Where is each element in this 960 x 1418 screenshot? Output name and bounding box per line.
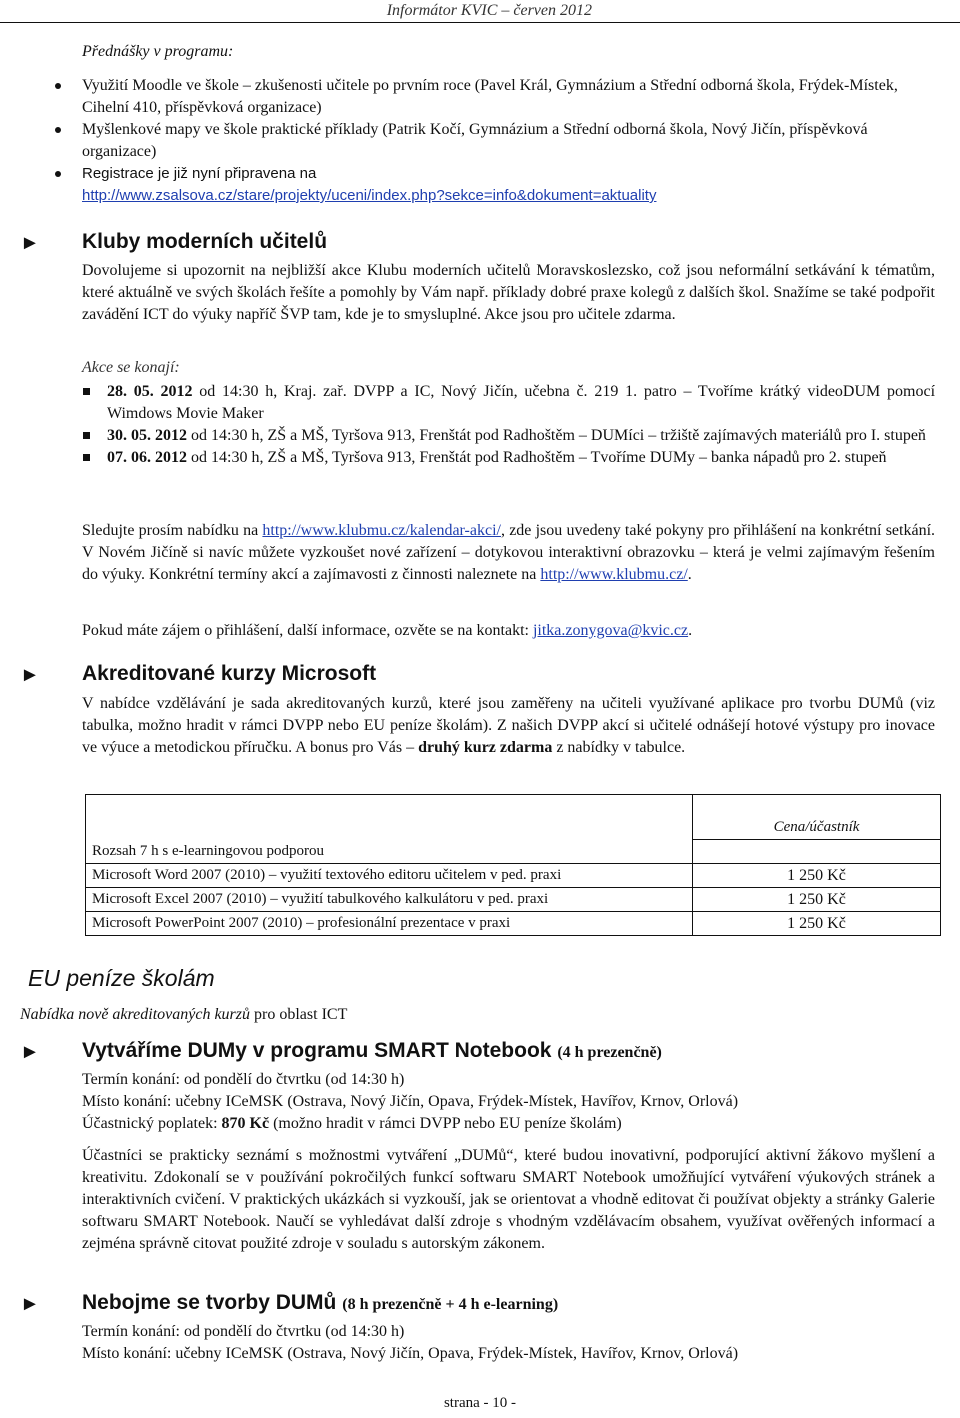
section-title-dumy: Vytváříme DUMy v programu SMART Notebook (4 h prezenčně) [82, 1039, 662, 1062]
course-name: Microsoft Excel 2007 (2010) – využití tabulkového kalkulátoru v ped. praxi [86, 887, 693, 911]
arrow-bullet-icon: ► [20, 664, 40, 686]
microsoft-paragraph: V nabídce vzdělávání je sada akreditovaných kurzů, které jsou zaměřeny na učiteli využívané aplikace pro tvorbu DUMů (viz tabulka, možno hradit v rámci DVPP nebo EU peníze školám). Z našich DVPP akcí si učitelé odnášejí hotové výstupy pro inovace ve výuce a metodickou příručku. A bonus pro Vás – druhý kurz zdarma z nabídky v tabulce. [82, 695, 935, 756]
eu-title: EU peníze školám [28, 965, 215, 991]
list-item: 07. 06. 2012 od 14:30 h, ZŠ a MŠ, Tyršova 913, Frenštát pod Radhoštěm – Tvoříme DUMy – banka nápadů pro 2. stupeň [107, 447, 935, 469]
contact-email-link[interactable]: jitka.zonygova@kvic.cz [532, 622, 689, 639]
square-bullet-icon [83, 432, 90, 439]
header-rule [0, 22, 960, 23]
courses-table [85, 794, 941, 936]
bullet-icon [55, 171, 61, 177]
table-header-row [86, 795, 941, 840]
arrow-bullet-icon: ► [20, 232, 40, 254]
page-number: strana - 10 - [443, 1395, 517, 1411]
section-title-kluby: Kluby moderních učitelů [82, 230, 328, 253]
course-price: 1 250 Kč [693, 863, 941, 887]
page-header-title: Informátor KVIC – červen 2012 [386, 2, 592, 19]
eu-subtitle: Nabídka nově akreditovaných kurzů pro oblast ICT [20, 1006, 348, 1023]
course-name: Microsoft PowerPoint 2007 (2010) – profesionální prezentace v praxi [86, 911, 693, 935]
square-bullet-icon [83, 388, 90, 395]
square-bullet-icon [83, 454, 90, 461]
table-group-label: Rozsah 7 h s e-learningovou podporou [86, 840, 693, 864]
klubmu-link[interactable]: http://www.klubmu.cz/ [540, 566, 688, 583]
table-row [86, 863, 941, 887]
bullet-icon [55, 127, 61, 133]
nebojme-place: Místo konání: učebny ICeMSK (Ostrava, Nový Jičín, Opava, Frýdek-Místek, Havířov, Krnov, Orlová) [82, 1345, 739, 1362]
dumy-fee: Účastnický poplatek: 870 Kč (možno hradit v rámci DVPP nebo EU peníze školám) [82, 1115, 622, 1132]
table-row [86, 911, 941, 935]
kluby-follow-paragraph: Sledujte prosím nabídku na http://www.klubmu.cz/kalendar-akci/, zde jsou uvedeny také pokyny pro přihlášení na konkrétní setkání. V Novém Jičíně si navíc můžete vyzkoušet nové zařízení – dotykovou interaktivní obrazovku – která je velmi zajímavým řešením do výuky. Konkrétní termíny akcí a zajímavosti z činnosti naleznete na http://www.klubmu.cz/. [82, 522, 936, 583]
dumy-term: Termín konání: od pondělí do čtvrtku (od 14:30 h) [82, 1071, 405, 1088]
dumy-description: Účastníci se prakticky seznámí s možnostmi vytváření „DUMů“, které budou inovativní, podporující aktivní žákovo myšlení a kreativitu. Zdokonalí se v používání pokročilých funkcí softwaru SMART Notebook umožňující vytváření výukových stránek a interaktivních cvičení. V praktických ukázkách si vyzkouší, jak se orientovat a vhodně editovat či používat objekty a stránky Galerie softwaru SMART Notebook. Naučí se vyhledávat další zdroje s vhodným vzdělávacím obsahem, využívat ověřených informací a zejména správně citovat použité zdroje v souladu s autorským zákonem. [82, 1147, 935, 1252]
table-row [86, 887, 941, 911]
price-header: Cena/účastník [693, 795, 941, 840]
kluby-intro: Dovolujeme si upozornit na nejbližší akce Klubu moderních učitelů Moravskoslezsko, což jsou neformální setkávání k tématům, které aktuálně ve svých školách řešíte a pomohly by Vám např. příklady dobré praxe kolegů z dalších škol. Snažíme se také podpořit zavádění ICT do výuky napříč ŠVP tam, kde je to smysluplné. Akce jsou pro učitele zdarma. [82, 262, 935, 323]
arrow-bullet-icon: ► [20, 1041, 40, 1063]
events-heading: Akce se konají: [82, 359, 180, 376]
nebojme-term: Termín konání: od pondělí do čtvrtku (od 14:30 h) [82, 1323, 405, 1340]
course-price: 1 250 Kč [693, 887, 941, 911]
list-item: Myšlenkové mapy ve škole praktické příklady (Patrik Kočí, Gymnázium a Střední odborná škola, Nový Jičín, příspěvková organizace) [82, 119, 932, 163]
klubmu-calendar-link[interactable]: http://www.klubmu.cz/kalendar-akci/ [262, 522, 501, 539]
kluby-contact: Pokud máte zájem o přihlášení, další informace, ozvěte se na kontakt: jitka.zonygova@kvic.cz. [82, 622, 693, 639]
bullet-icon [55, 83, 61, 89]
course-price: 1 250 Kč [693, 911, 941, 935]
list-item: 28. 05. 2012 od 14:30 h, Kraj. zař. DVPP a IC, Nový Jičín, učebna č. 219 1. patro – Tvoříme krátký videoDUM pomocí Wimdows Movie Maker [107, 381, 935, 425]
table-group-row [86, 840, 941, 864]
list-item: Využití Moodle ve škole – zkušenosti učitele po prvním roce (Pavel Král, Gymnázium a Střední odborná škola, Frýdek-Místek, Cihelní 410, příspěvková organizace) [82, 75, 932, 119]
section-title-microsoft: Akreditované kurzy Microsoft [82, 662, 377, 685]
section-title-nebojme: Nebojme se tvorby DUMů (8 h prezenčně + 4 h e-learning) [82, 1291, 559, 1314]
course-name: Microsoft Word 2007 (2010) – využití textového editoru učitelem v ped. praxi [86, 863, 693, 887]
lectures-heading: Přednášky v programu: [82, 43, 234, 60]
registration-link[interactable]: http://www.zsalsova.cz/stare/projekty/uceni/index.php?sekce=info&dokument=aktuality [82, 187, 657, 204]
events-list [107, 381, 935, 469]
list-item: 30. 05. 2012 od 14:30 h, ZŠ a MŠ, Tyršova 913, Frenštát pod Radhoštěm – DUMíci – tržiště zajímavých materiálů pro I. stupeň [107, 425, 935, 447]
lectures-list [82, 75, 932, 207]
list-item: Registrace je již nyní připravena na http://www.zsalsova.cz/stare/projekty/uceni/index.php?sekce=info&dokument=aktuality [82, 163, 932, 207]
dumy-place: Místo konání: učebny ICeMSK (Ostrava, Nový Jičín, Opava, Frýdek-Místek, Havířov, Krnov, Orlová) [82, 1093, 739, 1110]
arrow-bullet-icon: ► [20, 1293, 40, 1315]
